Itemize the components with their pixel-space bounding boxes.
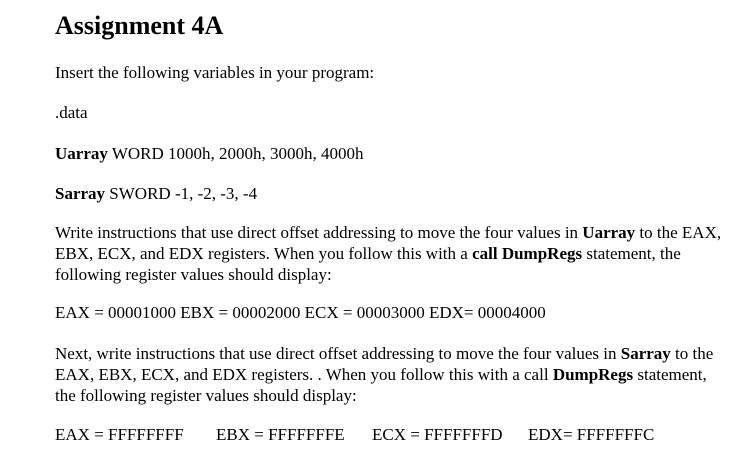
uarray-name: Uarray [55, 144, 108, 163]
register-output-1: EAX = 00001000 EBX = 00002000 ECX = 00003000 EDX= 00004000 [55, 303, 546, 322]
uarray-decl: WORD 1000h, 2000h, 3000h, 4000h [107, 144, 364, 163]
para1-bold-dumpregs: call DumpRegs [472, 244, 583, 263]
para1-text-2: to the EAX, EBX, ECX, and EDX registers. When you follow this with a [55, 223, 722, 263]
para2-text-2: to the EAX, EBX, ECX, and EDX registers. . When you follow this with a call [55, 344, 714, 384]
para1-text-3: statement, the following register values should display: [55, 244, 681, 284]
para1-text-1: Write instructions that use direct offset addressing to move the four values in [55, 223, 583, 242]
instruction-paragraph-1 [55, 222, 731, 285]
para2-bold-sarray: Sarray [620, 344, 671, 363]
register-output-2-eax: EAX = FFFFFFFF [55, 425, 184, 444]
sarray-decl: SWORD -1, -2, -3, -4 [105, 184, 258, 203]
assignment-title: Assignment 4A [55, 11, 224, 40]
register-output-2-edx: EDX= FFFFFFFC [528, 425, 655, 444]
sarray-declaration [55, 183, 257, 204]
register-output-2-ebx: EBX = FFFFFFFE [216, 425, 345, 444]
register-output-2-ecx: ECX = FFFFFFFD [372, 425, 503, 444]
data-directive: .data [55, 103, 88, 122]
sarray-name: Sarray [55, 184, 106, 203]
instruction-paragraph-2 [55, 343, 731, 406]
uarray-declaration [55, 143, 364, 164]
para2-bold-dumpregs: DumpRegs [552, 365, 634, 384]
para2-text-3: statement, the following register values should display: [55, 365, 707, 405]
para2-text-1: Next, write instructions that use direct offset addressing to move the four values in [55, 344, 621, 363]
para1-bold-uarray: Uarray [582, 223, 636, 242]
intro-text: Insert the following variables in your program: [55, 63, 375, 82]
